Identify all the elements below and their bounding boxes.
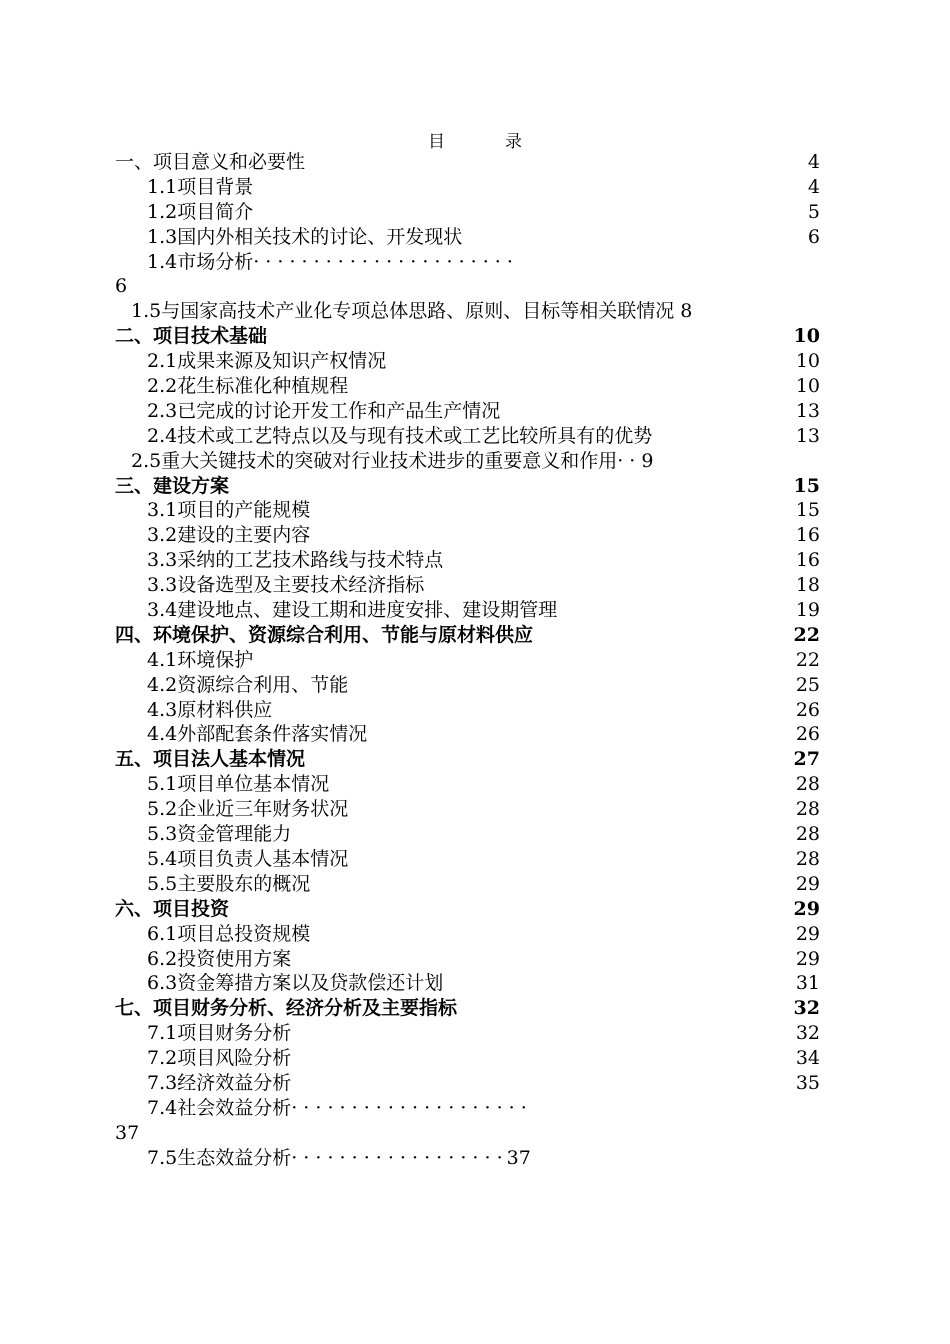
toc-page-number: 29 (793, 897, 820, 920)
toc-entry[interactable] (115, 1096, 820, 1121)
toc-entry-label (115, 747, 305, 772)
toc-entry[interactable] (115, 573, 820, 598)
toc-entry-text: 3.2建设的主要内容 (147, 524, 311, 547)
toc-entry[interactable] (115, 274, 820, 299)
toc-entry[interactable] (115, 449, 820, 474)
toc-leader-dots: · · · · · · · · · · · · · · · · · · (291, 1146, 503, 1169)
toc-entry-text: 3.4建设地点、建设工期和进度安排、建设期管理 (147, 599, 558, 622)
toc-entry-text: 3.1项目的产能规模 (147, 499, 311, 522)
toc-page-number: 13 (795, 424, 820, 447)
toc-entry[interactable] (115, 374, 820, 399)
toc-entry-label (147, 523, 310, 548)
toc-entry-label (147, 1146, 531, 1171)
toc-entry[interactable] (115, 722, 820, 747)
toc-entry-text: 五、项目法人基本情况 (115, 748, 306, 771)
toc-entry-label (147, 498, 310, 523)
toc-entry-text: 三、建设方案 (115, 474, 230, 497)
toc-page-number: 26 (795, 698, 820, 721)
toc-entry[interactable] (115, 797, 820, 822)
toc-entry-text: 6 (115, 275, 128, 298)
toc-entry-label (147, 872, 310, 897)
toc-entry-text: 四、环境保护、资源综合利用、节能与原材料供应 (115, 623, 534, 646)
toc-entry-text: 5.3资金管理能力 (147, 823, 292, 846)
toc-entry[interactable] (115, 424, 820, 449)
toc-page-number: 29 (795, 922, 820, 945)
toc-entry-text: 5.1项目单位基本情况 (147, 773, 330, 796)
toc-entry-text: 2.2花生标准化种植规程 (147, 375, 349, 398)
toc-page-number: 37 (506, 1146, 531, 1169)
toc-page-number: 22 (793, 623, 820, 646)
toc-leader-dots: · · · · · · · · · · · · · · · · · · · · (291, 1096, 527, 1119)
toc-entry[interactable] (115, 1021, 820, 1046)
toc-entry-label (115, 996, 457, 1021)
toc-entry-text: 6.3资金筹措方案以及贷款偿还计划 (147, 972, 444, 995)
toc-entry[interactable] (115, 971, 820, 996)
toc-entry-text: 3.3设备选型及主要技术经济指标 (147, 574, 425, 597)
toc-entry-label (147, 250, 513, 275)
toc-entry-text: 1.4市场分析 (147, 250, 254, 273)
toc-entry-text: 5.2企业近三年财务状况 (147, 798, 349, 821)
toc-entry-label (147, 947, 291, 972)
toc-leader-dots: · · · · · · · · · · · · · · · · · · · · · · (253, 250, 513, 273)
toc-entry-text: 7.5生态效益分析 (147, 1146, 292, 1169)
toc-entry-label (147, 175, 253, 200)
toc-entry-label (147, 374, 348, 399)
toc-entry-label (147, 349, 386, 374)
toc-entry[interactable] (115, 747, 820, 772)
toc-entry-label (147, 200, 253, 225)
toc-entry[interactable] (115, 225, 820, 250)
toc-page-number: 10 (795, 375, 820, 398)
toc-page-number: 15 (793, 474, 820, 497)
toc-page-number: 19 (795, 599, 820, 622)
toc-page-number: 26 (795, 723, 820, 746)
toc-page-number: 15 (795, 499, 820, 522)
toc-entry-label (147, 772, 329, 797)
toc-entry-label (147, 847, 348, 872)
toc-entry-text: 二、项目技术基础 (115, 325, 268, 348)
toc-entry-label (115, 1121, 139, 1146)
toc-entry-text: 4.2资源综合利用、节能 (147, 673, 349, 696)
toc-entry[interactable] (115, 822, 820, 847)
toc-entry-text: 7.2项目风险分析 (147, 1047, 292, 1070)
toc-entry-text: 7.4社会效益分析 (147, 1096, 292, 1119)
toc-entry-label (147, 573, 424, 598)
toc-entry-text: 4.1环境保护 (147, 648, 254, 671)
toc-page-number: 13 (795, 399, 820, 422)
toc-entry[interactable] (115, 399, 820, 424)
toc-entry-label (147, 399, 500, 424)
toc-entry-label (147, 822, 291, 847)
table-of-contents (115, 150, 820, 1171)
toc-entry[interactable] (115, 523, 820, 548)
toc-entry-label (115, 324, 267, 349)
toc-entry-text: 1.3国内外相关技术的讨论、开发现状 (147, 225, 463, 248)
toc-page-number: 4 (807, 175, 820, 198)
toc-entry-label (131, 299, 692, 324)
toc-entry[interactable] (115, 349, 820, 374)
toc-page-number: 32 (793, 997, 820, 1020)
toc-page-number: 28 (795, 773, 820, 796)
toc-entry-label (147, 673, 348, 698)
toc-entry[interactable] (115, 673, 820, 698)
toc-entry-text: 6.1项目总投资规模 (147, 922, 311, 945)
toc-title (0, 127, 950, 152)
toc-entry[interactable] (115, 897, 820, 922)
toc-page-number: 32 (795, 1022, 820, 1045)
toc-page-number: 34 (795, 1047, 820, 1070)
toc-page-number: 28 (795, 847, 820, 870)
toc-entry[interactable] (115, 996, 820, 1021)
toc-title-char-1: 目 (428, 132, 445, 152)
toc-entry-label (147, 1096, 527, 1121)
toc-entry-label (131, 449, 653, 474)
toc-entry-text: 六、项目投资 (115, 897, 230, 920)
toc-page-number: 10 (793, 325, 820, 348)
toc-entry-text: 4.4外部配套条件落实情况 (147, 723, 368, 746)
toc-entry[interactable] (115, 150, 820, 175)
toc-entry-text: 2.4技术或工艺特点以及与现有技术或工艺比较所具有的优势 (147, 424, 653, 447)
toc-entry-text: 4.3原材料供应 (147, 698, 273, 721)
toc-page-number: 16 (795, 549, 820, 572)
toc-entry-text: 2.1成果来源及知识产权情况 (147, 350, 387, 373)
toc-entry[interactable] (115, 1071, 820, 1096)
toc-page-number: 31 (795, 972, 820, 995)
toc-entry-label (147, 548, 443, 573)
toc-entry-label (147, 971, 443, 996)
toc-entry[interactable] (115, 299, 820, 324)
toc-entry-label (147, 698, 272, 723)
toc-page-number: 27 (793, 748, 820, 771)
toc-entry-text: 2.5重大关键技术的突破对行业技术进步的重要意义和作用· · 9 (131, 449, 654, 472)
toc-entry-label (147, 922, 310, 947)
toc-entry-text: 37 (115, 1121, 140, 1144)
toc-entry[interactable] (115, 250, 820, 275)
toc-page-number: 5 (807, 200, 820, 223)
toc-entry[interactable] (115, 772, 820, 797)
toc-entry[interactable] (115, 324, 820, 349)
toc-entry[interactable] (115, 698, 820, 723)
toc-entry[interactable] (115, 548, 820, 573)
toc-entry-label (147, 797, 348, 822)
toc-page-number: 16 (795, 524, 820, 547)
toc-entry-text: 3.3采纳的工艺技术路线与技术特点 (147, 549, 444, 572)
toc-entry[interactable] (115, 648, 820, 673)
toc-entry-text: 7.1项目财务分析 (147, 1022, 292, 1045)
toc-page-number: 6 (807, 225, 820, 248)
toc-entry-label (147, 722, 367, 747)
toc-entry-label (115, 150, 305, 175)
toc-page-number: 18 (795, 574, 820, 597)
toc-entry[interactable] (115, 947, 820, 972)
toc-page-number: 4 (807, 151, 820, 173)
toc-page-number: 28 (795, 823, 820, 846)
toc-page-number: 25 (795, 673, 820, 696)
toc-entry-label (115, 274, 127, 299)
toc-page-number: 28 (795, 798, 820, 821)
toc-entry-label (147, 1071, 291, 1096)
toc-entry[interactable] (115, 200, 820, 225)
toc-page-number: 22 (795, 648, 820, 671)
toc-entry[interactable] (115, 922, 820, 947)
toc-entry[interactable] (115, 623, 820, 648)
toc-entry-text: 2.3已完成的讨论开发工作和产品生产情况 (147, 399, 501, 422)
toc-page-number: 29 (795, 947, 820, 970)
toc-entry-text: 6.2投资使用方案 (147, 947, 292, 970)
toc-page-number: 10 (795, 350, 820, 373)
toc-entry-label (147, 424, 652, 449)
toc-entry-text: 一、项目意义和必要性 (115, 151, 306, 173)
toc-entry-text: 1.5与国家高技术产业化专项总体思路、原则、目标等相关联情况 8 (131, 300, 693, 323)
toc-entry-label (115, 474, 229, 499)
toc-entry-text: 1.2项目简介 (147, 200, 254, 223)
toc-entry[interactable] (115, 847, 820, 872)
toc-page-number: 35 (795, 1071, 820, 1094)
toc-entry[interactable] (115, 175, 820, 200)
toc-entry-label (147, 598, 557, 623)
toc-entry[interactable] (115, 598, 820, 623)
toc-entry[interactable] (115, 1121, 820, 1146)
toc-entry-text: 7.3经济效益分析 (147, 1071, 292, 1094)
toc-entry-label (115, 897, 229, 922)
toc-entry-label (147, 1046, 291, 1071)
toc-entry-label (147, 648, 253, 673)
toc-entry[interactable] (115, 474, 820, 499)
toc-entry-text: 七、项目财务分析、经济分析及主要指标 (115, 997, 458, 1020)
toc-entry-text: 5.4项目负责人基本情况 (147, 847, 349, 870)
toc-entry-text: 1.1项目背景 (147, 175, 254, 198)
toc-entry[interactable] (115, 1046, 820, 1071)
toc-entry-text: 5.5主要股东的概况 (147, 872, 311, 895)
toc-entry-label (147, 1021, 291, 1046)
toc-entry[interactable] (115, 498, 820, 523)
toc-entry-label (147, 225, 462, 250)
toc-entry[interactable] (115, 872, 820, 897)
toc-entry[interactable] (115, 1146, 820, 1171)
toc-title-char-2: 录 (505, 132, 522, 152)
toc-page-number: 29 (795, 872, 820, 895)
toc-entry-label (115, 623, 533, 648)
